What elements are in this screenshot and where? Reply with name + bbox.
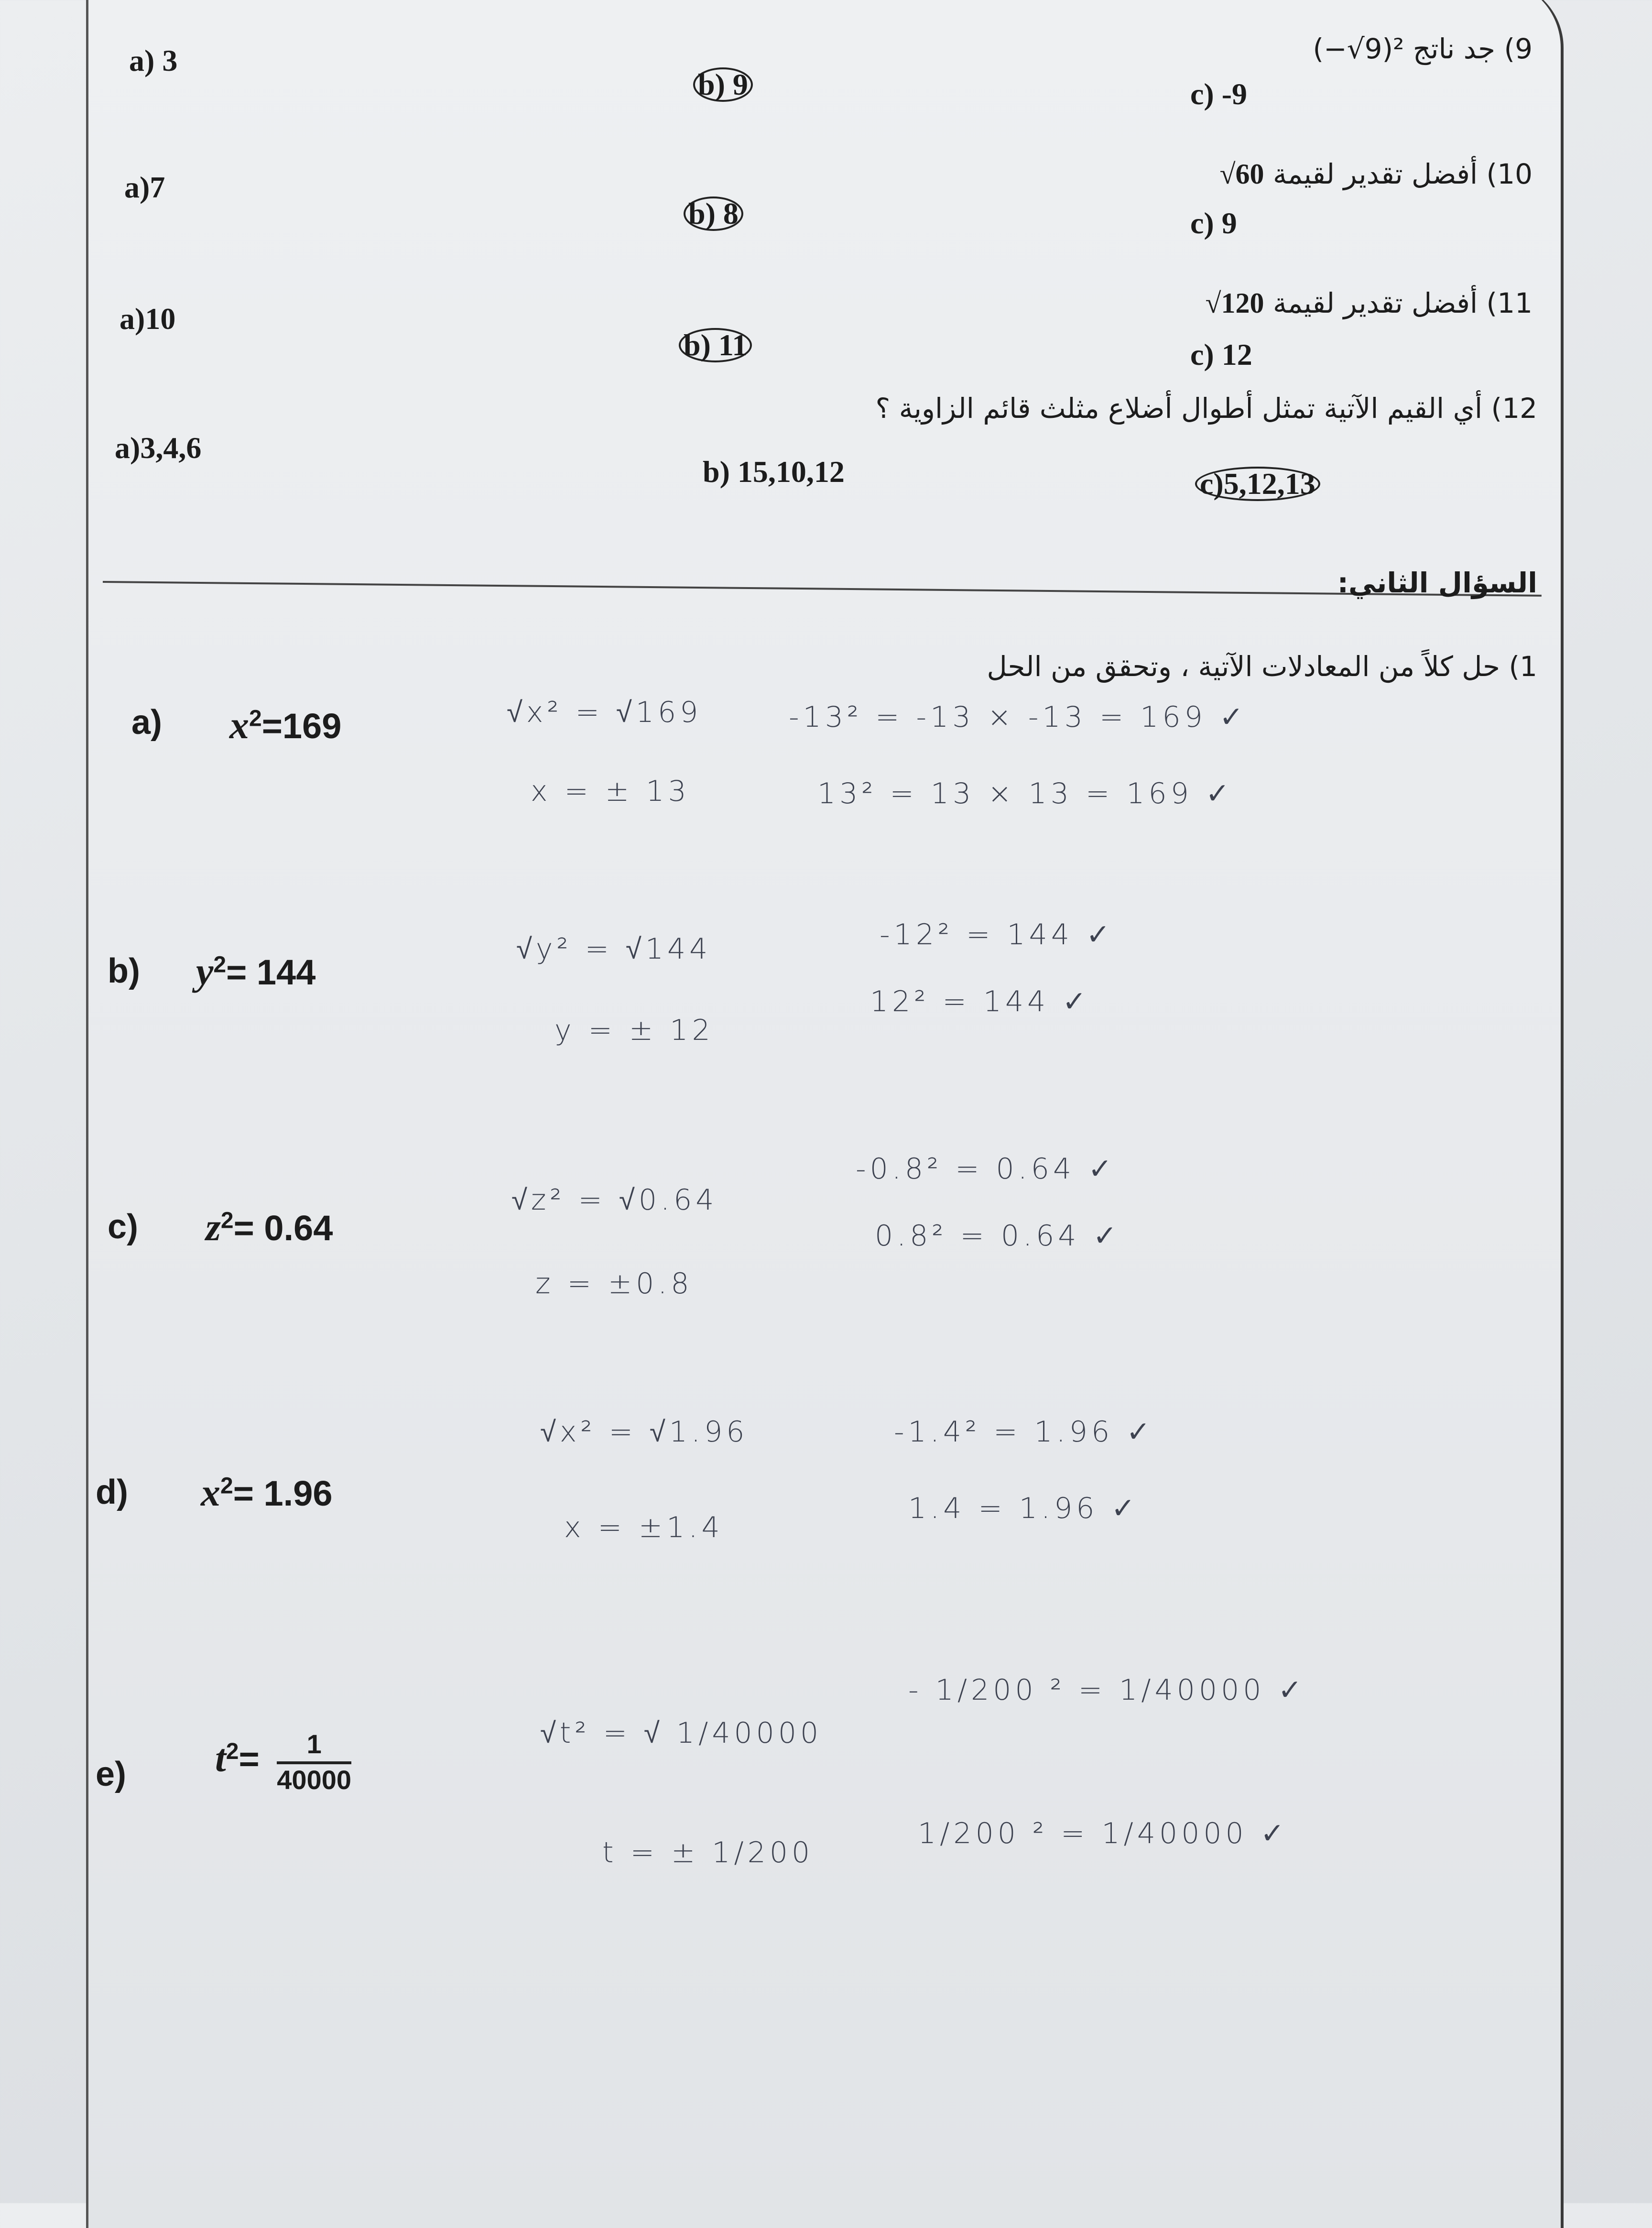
section2-instruction: 1) حل كلاً من المعادلات الآتية ، وتحقق من الحل [987, 650, 1537, 683]
eq-e-work-1: √t² = √ 1/40000 [540, 1716, 823, 1750]
question-11: 11) أفضل تقدير لقيمة √120 [1205, 287, 1532, 319]
q10-option-a[interactable]: a)7 [124, 170, 165, 204]
eq-b-equation: $y^2= 144$ [196, 950, 316, 993]
eq-e-check-2: 1/200 ² = 1/40000 ✓ [918, 1817, 1289, 1850]
q12-option-a[interactable]: a)3,4,6 [115, 431, 202, 465]
q10-option-c[interactable]: c) 9 [1190, 206, 1237, 240]
eq-b-check-1: -12² = 144 ✓ [880, 918, 1114, 951]
q12-option-b[interactable]: b) 15,10,12 [703, 455, 845, 489]
eq-c-label: c) [108, 1208, 139, 1246]
eq-d-label: d) [96, 1473, 128, 1511]
eq-c-equation: $z^2= 0.64$ [206, 1205, 333, 1249]
q9-option-b[interactable] [693, 67, 753, 102]
eq-d-work-1: √x² = √1.96 [540, 1415, 749, 1449]
eq-e-work-2: t = ± 1/200 [602, 1836, 814, 1869]
eq-a-work-1: √x² = √169 [507, 696, 702, 729]
eq-d-check-1: -1.4² = 1.96 ✓ [894, 1415, 1154, 1449]
eq-b-label: b) [108, 952, 140, 990]
q11-option-c[interactable]: c) 12 [1190, 338, 1252, 371]
eq-a-label: a) [131, 703, 163, 742]
eq-a-check-1: -13² = -13 × -13 = 169 ✓ [789, 700, 1248, 734]
eq-d-equation: $x^2= 1.96$ [201, 1471, 333, 1514]
eq-e-label: e) [96, 1755, 127, 1793]
question-10: 10) أفضل تقدير لقيمة √60 [1219, 158, 1532, 190]
eq-e-fraction: $\frac{1}{40000}$ [277, 1729, 352, 1795]
q11-option-a[interactable]: a)10 [120, 302, 176, 336]
question-9: 9) جد ناتج (−√9)² [1313, 33, 1532, 65]
eq-a-check-2: 13² = 13 × 13 = 169 ✓ [817, 777, 1234, 810]
eq-d-check-2: 1.4 = 1.96 ✓ [908, 1492, 1139, 1525]
eq-c-work-2: z = ±0.8 [535, 1267, 693, 1300]
eq-e-check-1: - 1/200 ² = 1/40000 ✓ [908, 1673, 1306, 1707]
answer-circle: b) 11 [679, 328, 752, 362]
eq-c-check-2: 0.8² = 0.64 ✓ [875, 1219, 1121, 1253]
section2-heading: السؤال الثاني: [1337, 567, 1537, 599]
eq-a-work-2: x = ± 13 [531, 775, 690, 808]
exam-page [86, 0, 1564, 2228]
q11-option-b[interactable] [679, 328, 752, 363]
q9-option-c[interactable]: c) -9 [1190, 77, 1248, 111]
answer-circle: c)5,12,13 [1195, 467, 1320, 501]
answer-circle: b) 8 [684, 197, 743, 231]
q10-option-b[interactable] [684, 196, 743, 231]
answer-circle: b) 9 [693, 67, 753, 102]
q12-option-c[interactable] [1195, 466, 1320, 502]
q9-option-a[interactable]: a) 3 [129, 44, 178, 77]
eq-b-work-1: √y² = √144 [516, 932, 712, 966]
question-12: 12) أي القيم الآتية تمثل أطوال أضلاع مثلث قائم الزاوية ؟ [875, 392, 1537, 425]
eq-d-work-2: x = ±1.4 [564, 1511, 724, 1544]
eq-b-check-2: 12² = 144 ✓ [870, 985, 1090, 1018]
eq-b-work-2: y = ± 12 [554, 1014, 714, 1047]
eq-c-work-1: √z² = √0.64 [511, 1183, 718, 1217]
eq-c-check-1: -0.8² = 0.64 ✓ [856, 1152, 1116, 1186]
eq-a-equation: $x^2=169$ [229, 703, 342, 747]
eq-e-equation: $t^2=$ $\frac{1}{40000}$ [215, 1729, 352, 1795]
